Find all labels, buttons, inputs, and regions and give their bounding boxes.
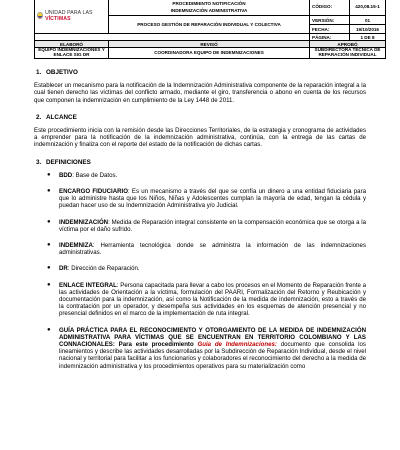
meta-value-version: 01 <box>350 16 386 25</box>
bullet-icon: ● <box>47 188 51 195</box>
section-heading-objetivo: 1. OBJETIVO <box>36 69 78 76</box>
elaboro-value: EQUIPO INDEMNIZACIONES Y ENLACE SIG DR <box>35 48 109 59</box>
document-body <box>34 69 366 379</box>
definition-item: ● INDEMNIZA: Herramienta tecnológica donde se administra la información de las indemnizaciones administrativas. <box>47 242 366 257</box>
colombia-flag-icon <box>37 12 43 19</box>
bullet-icon: ● <box>47 242 51 249</box>
definition-item: ● DR: Dirección de Reparación. <box>47 265 140 273</box>
logo-text: UNIDAD PARA LAS VÍCTIMAS <box>45 9 93 22</box>
definition-item-guia: ● GUÍA PRÁCTICA PARA EL RECONOCIMIENTO Y OTORGAMIENTO DE LA MEDIDA DE INDEMNIZACIÓN ADMINISTRATIVA PARA VÍCTIMAS QUE SE ENCUENTRAN EN TERRITORIO COLOMBIANO Y LAS CONNACIONALES: Para este procedimiento Guía de Indemnizaciones: documento que consolida los lineamientos y describe las actividades desarrolladas por la Subdirección de Reparación Individual, desde el nivel nacional y territorial para facilitar a los funcionarios y colaboradores el reconocimiento del derecho a la medida de indemnización administrativa y los procedimientos operativos para su materialización como <box>47 326 366 370</box>
document-header-table <box>34 0 386 59</box>
reviso-value: COORDINADORA EQUIPO DE INDEMNIZACIONES <box>109 48 310 59</box>
meta-value-pagina: 1 DE 8 <box>350 34 386 41</box>
unidad-victimas-logo <box>37 10 106 22</box>
definitions-list <box>34 172 366 370</box>
process-name: PROCESO GESTIÓN DE REPARACIÓN INDIVIDUAL Y COLECTIVA <box>109 16 310 34</box>
definition-item: ● ENLACE INTEGRAL: Persona capacitada para llevar a cabo los procesos en el Momento de Reparación frente a las actividades de Orientación a la víctima, formulación del PAARI, Formalización del Retorno y Reubicación y documentación para la indemnización, así como la Notificación de la medida de indemnización, esto a través de la contratación por un operador, y desempeña sus actividades en los esquemas de atención presencial y no presencial definidos en el marco de la implementación de ruta integral. <box>47 281 366 318</box>
objetivo-paragraph: Establecer un mecanismo para la notificación de la Indemnización Administrativa componente de la reparación integral a la cual tienen derecho las víctimas del conflicto armado, mediante el giro, transferencia o abono en cuenta de los recursos que componen la indemnización en cumplimiento de la Ley 1448 de 2011. <box>34 82 366 104</box>
bullet-icon: ● <box>47 265 51 272</box>
bullet-icon: ● <box>47 326 51 333</box>
alcance-paragraph: Este procedimiento inicia con la remisión desde las Direcciones Territoriales, de la estrategia y cronograma de actividades a emprender para la notificación de la indemnización administrativa, continúa, con la entrega de las cartas de indemnización y finaliza con el reporte del estado de la notificación de dichas cartas. <box>34 127 366 149</box>
bullet-icon: ● <box>47 218 51 225</box>
document-title: PROCEDIMIENTO NOTIFICACIÓN INDEMNIZACIÓN ADMINISTRATIVA <box>109 0 310 16</box>
meta-key-codigo: CÓDIGO: <box>310 0 350 16</box>
elaboro-label: ELABORÓ <box>35 41 109 48</box>
meta-value-fecha: 19/10/2016 <box>350 25 386 34</box>
aprobo-label: APROBÓ <box>310 41 386 48</box>
section-heading-alcance: 2. ALCANCE <box>36 113 77 121</box>
meta-key-pagina: PÁGINA: <box>310 34 350 41</box>
logo-cell <box>35 0 109 34</box>
reviso-label: REVISÓ <box>109 41 310 48</box>
definition-item: ● ENCARGO FIDUCIARIO: Es un mecanismo a través del que se confía un dinero a una entidad fiduciaria para que lo administre hasta que los Niños, Niñas y Adolescentes cumplan la mayoría de edad, tengan la cédula y puedan hacer uso de su Indemnización Administrativa y/o Judicial. <box>47 188 366 210</box>
guia-reference: Guía de Indemnizaciones: <box>197 341 277 349</box>
aprobo-value: SUBDIRECTORA TÉCNICA DE REPARACIÓN INDIVIDUAL <box>310 48 386 59</box>
bullet-icon: ● <box>47 171 51 178</box>
meta-value-codigo: 420,08.15-1 <box>350 0 386 16</box>
meta-key-version: VERSIÓN: <box>310 16 350 25</box>
bullet-icon: ● <box>47 281 51 288</box>
definition-item: ● INDEMNIZACIÓN: Medida de Reparación integral consistente en la compensación económica que se otorga a la víctima por el daño sufrido. <box>47 218 366 233</box>
section-heading-definiciones: 3. DEFINICIONES <box>36 158 91 166</box>
meta-key-fecha: FECHA: <box>310 25 350 34</box>
definition-item: ● BDD: Base de Datos. <box>47 171 118 179</box>
